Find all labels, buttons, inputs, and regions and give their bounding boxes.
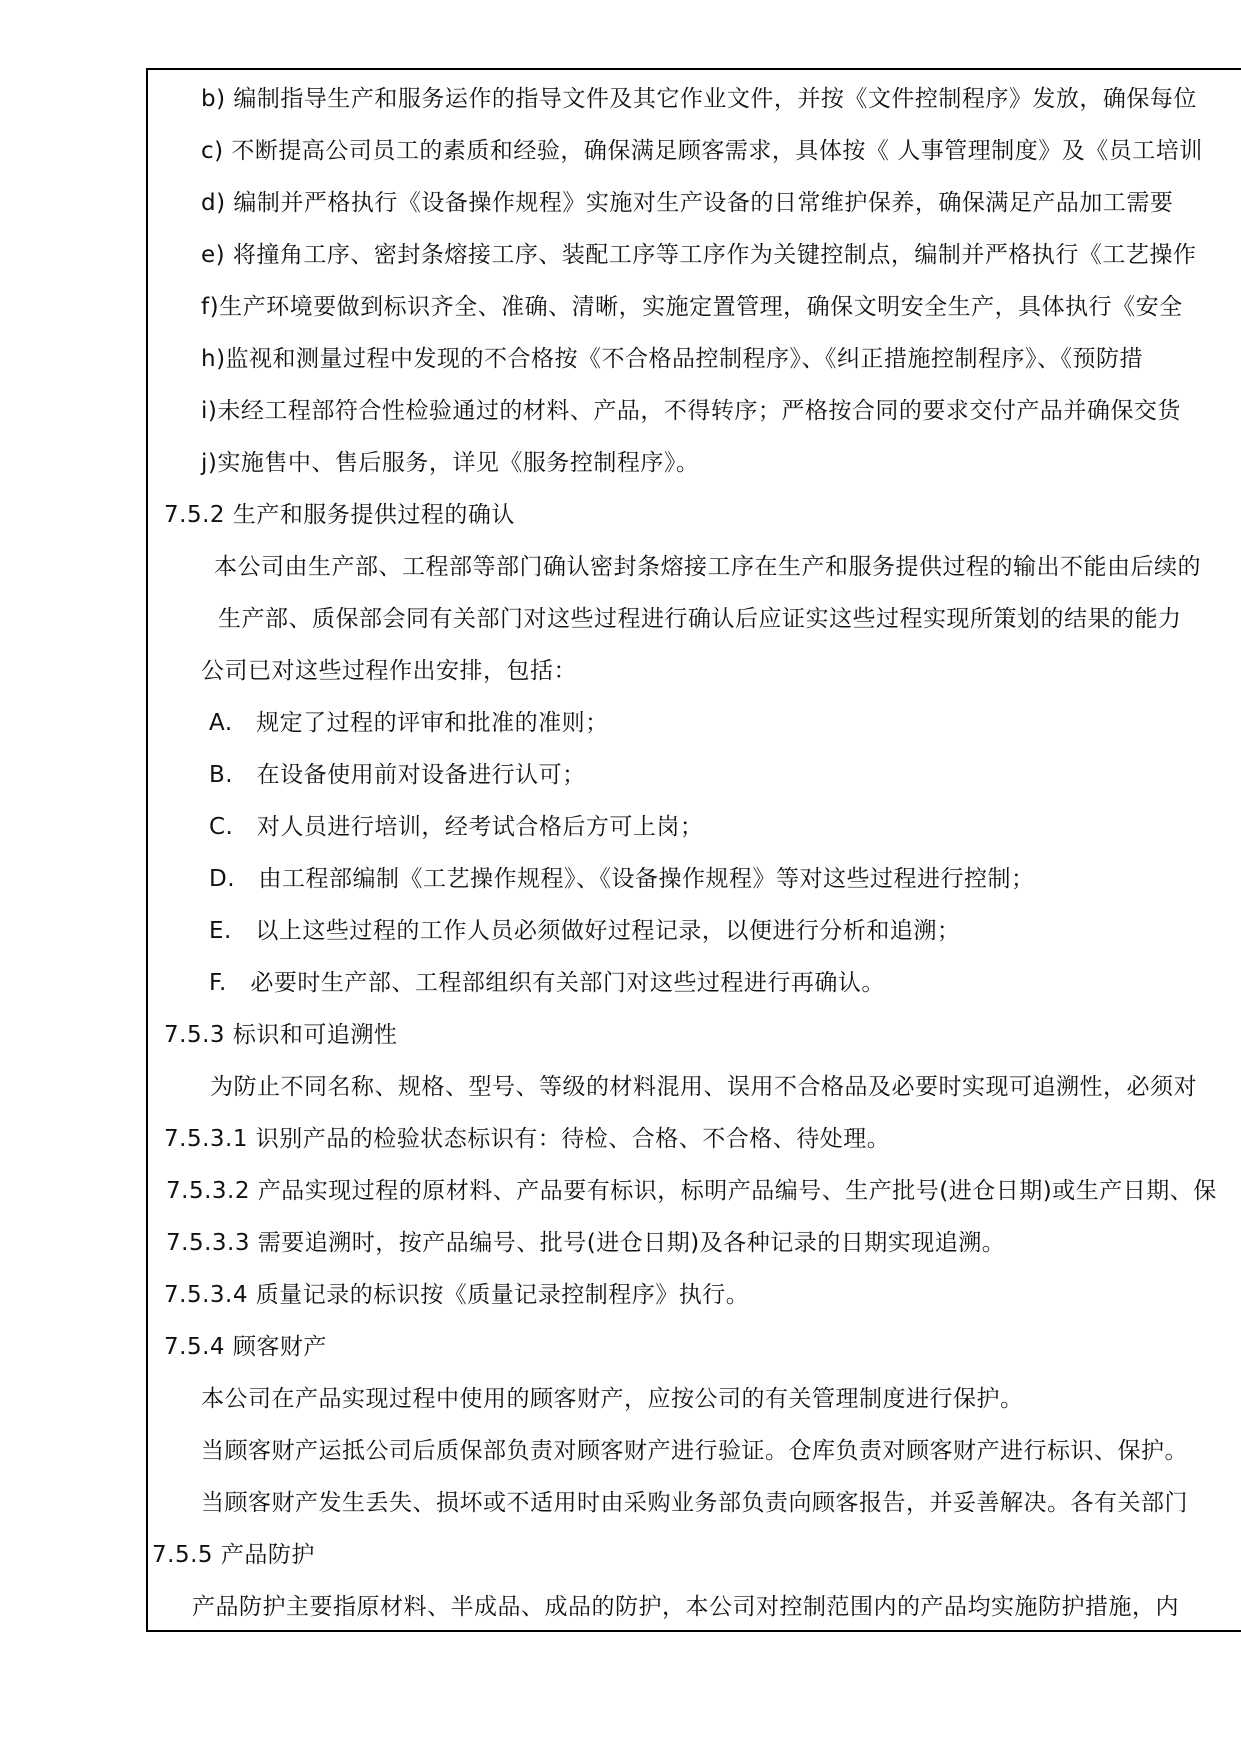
section-heading: 7.5.2 生产和服务提供过程的确认 bbox=[164, 502, 515, 528]
text-line: 生产部、质保部会同有关部门对这些过程进行确认后应证实这些过程实现所策划的结果的能力 bbox=[218, 606, 1182, 632]
section-heading: 7.5.3 标识和可追溯性 bbox=[164, 1022, 398, 1048]
text-line: d) 编制并严格执行《设备操作规程》实施对生产设备的日常维护保养，确保满足产品加工需要 bbox=[201, 190, 1174, 216]
list-item: A. 规定了过程的评审和批准的准则； bbox=[209, 710, 609, 736]
text-line: 为防止不同名称、规格、型号、等级的材料混用、误用不合格品及必要时实现可追溯性，必须对 bbox=[210, 1074, 1197, 1100]
list-item: C. 对人员进行培训，经考试合格后方可上岗； bbox=[209, 814, 704, 840]
list-item: F. 必要时生产部、工程部组织有关部门对这些过程进行再确认。 bbox=[209, 970, 885, 996]
list-item: E. 以上这些过程的工作人员必须做好过程记录，以便进行分析和追溯； bbox=[209, 918, 961, 944]
list-item: D. 由工程部编制《工艺操作规程》、《设备操作规程》等对这些过程进行控制； bbox=[209, 866, 1035, 892]
text-line: i)未经工程部符合性检验通过的材料、产品，不得转序；严格按合同的要求交付产品并确保交货 bbox=[201, 398, 1181, 424]
text-line: 7.5.3.4 质量记录的标识按《质量记录控制程序》执行。 bbox=[164, 1282, 750, 1308]
text-line: 当顾客财产发生丢失、损坏或不适用时由采购业务部负责向顾客报告，并妥善解决。各有关部门 bbox=[201, 1490, 1188, 1516]
text-line: 7.5.3.3 需要追溯时，按产品编号、批号(进仓日期)及各种记录的日期实现追溯。 bbox=[166, 1230, 1006, 1256]
text-line: f)生产环境要做到标识齐全、准确、清晰，实施定置管理，确保文明安全生产，具体执行《安全 bbox=[201, 294, 1183, 320]
text-line: 本公司由生产部、工程部等部门确认密封条熔接工序在生产和服务提供过程的输出不能由后续的 bbox=[214, 554, 1201, 580]
text-line: c) 不断提高公司员工的素质和经验，确保满足顾客需求，具体按《 人事管理制度》及《员工培训 bbox=[201, 138, 1203, 164]
text-line: 7.5.3.2 产品实现过程的原材料、产品要有标识，标明产品编号、生产批号(进仓日期)或生产日期、保 bbox=[166, 1178, 1217, 1204]
text-line: e) 将撞角工序、密封条熔接工序、装配工序等工序作为关键控制点，编制并严格执行《工艺操作 bbox=[201, 242, 1197, 268]
section-heading: 7.5.5 产品防护 bbox=[152, 1542, 315, 1568]
text-line: 当顾客财产运抵公司后质保部负责对顾客财产进行验证。仓库负责对顾客财产进行标识、保护。 bbox=[201, 1438, 1188, 1464]
section-heading: 7.5.4 顾客财产 bbox=[164, 1334, 327, 1360]
text-line: 本公司在产品实现过程中使用的顾客财产，应按公司的有关管理制度进行保护。 bbox=[201, 1386, 1024, 1412]
text-line: 公司已对这些过程作出安排，包括： bbox=[201, 658, 577, 684]
text-line: b) 编制指导生产和服务运作的指导文件及其它作业文件，并按《文件控制程序》发放，确保每位 bbox=[201, 86, 1197, 112]
text-line: 产品防护主要指原材料、半成品、成品的防护，本公司对控制范围内的产品均实施防护措施，内 bbox=[192, 1594, 1179, 1620]
text-line: h)监视和测量过程中发现的不合格按《不合格品控制程序》、《纠正措施控制程序》、《预防措 bbox=[201, 346, 1144, 372]
document-frame bbox=[146, 68, 1241, 1632]
text-line: j)实施售中、售后服务，详见《服务控制程序》。 bbox=[201, 450, 700, 476]
text-line: 7.5.3.1 识别产品的检验状态标识有：待检、合格、不合格、待处理。 bbox=[164, 1126, 891, 1152]
list-item: B. 在设备使用前对设备进行认可； bbox=[209, 762, 586, 788]
